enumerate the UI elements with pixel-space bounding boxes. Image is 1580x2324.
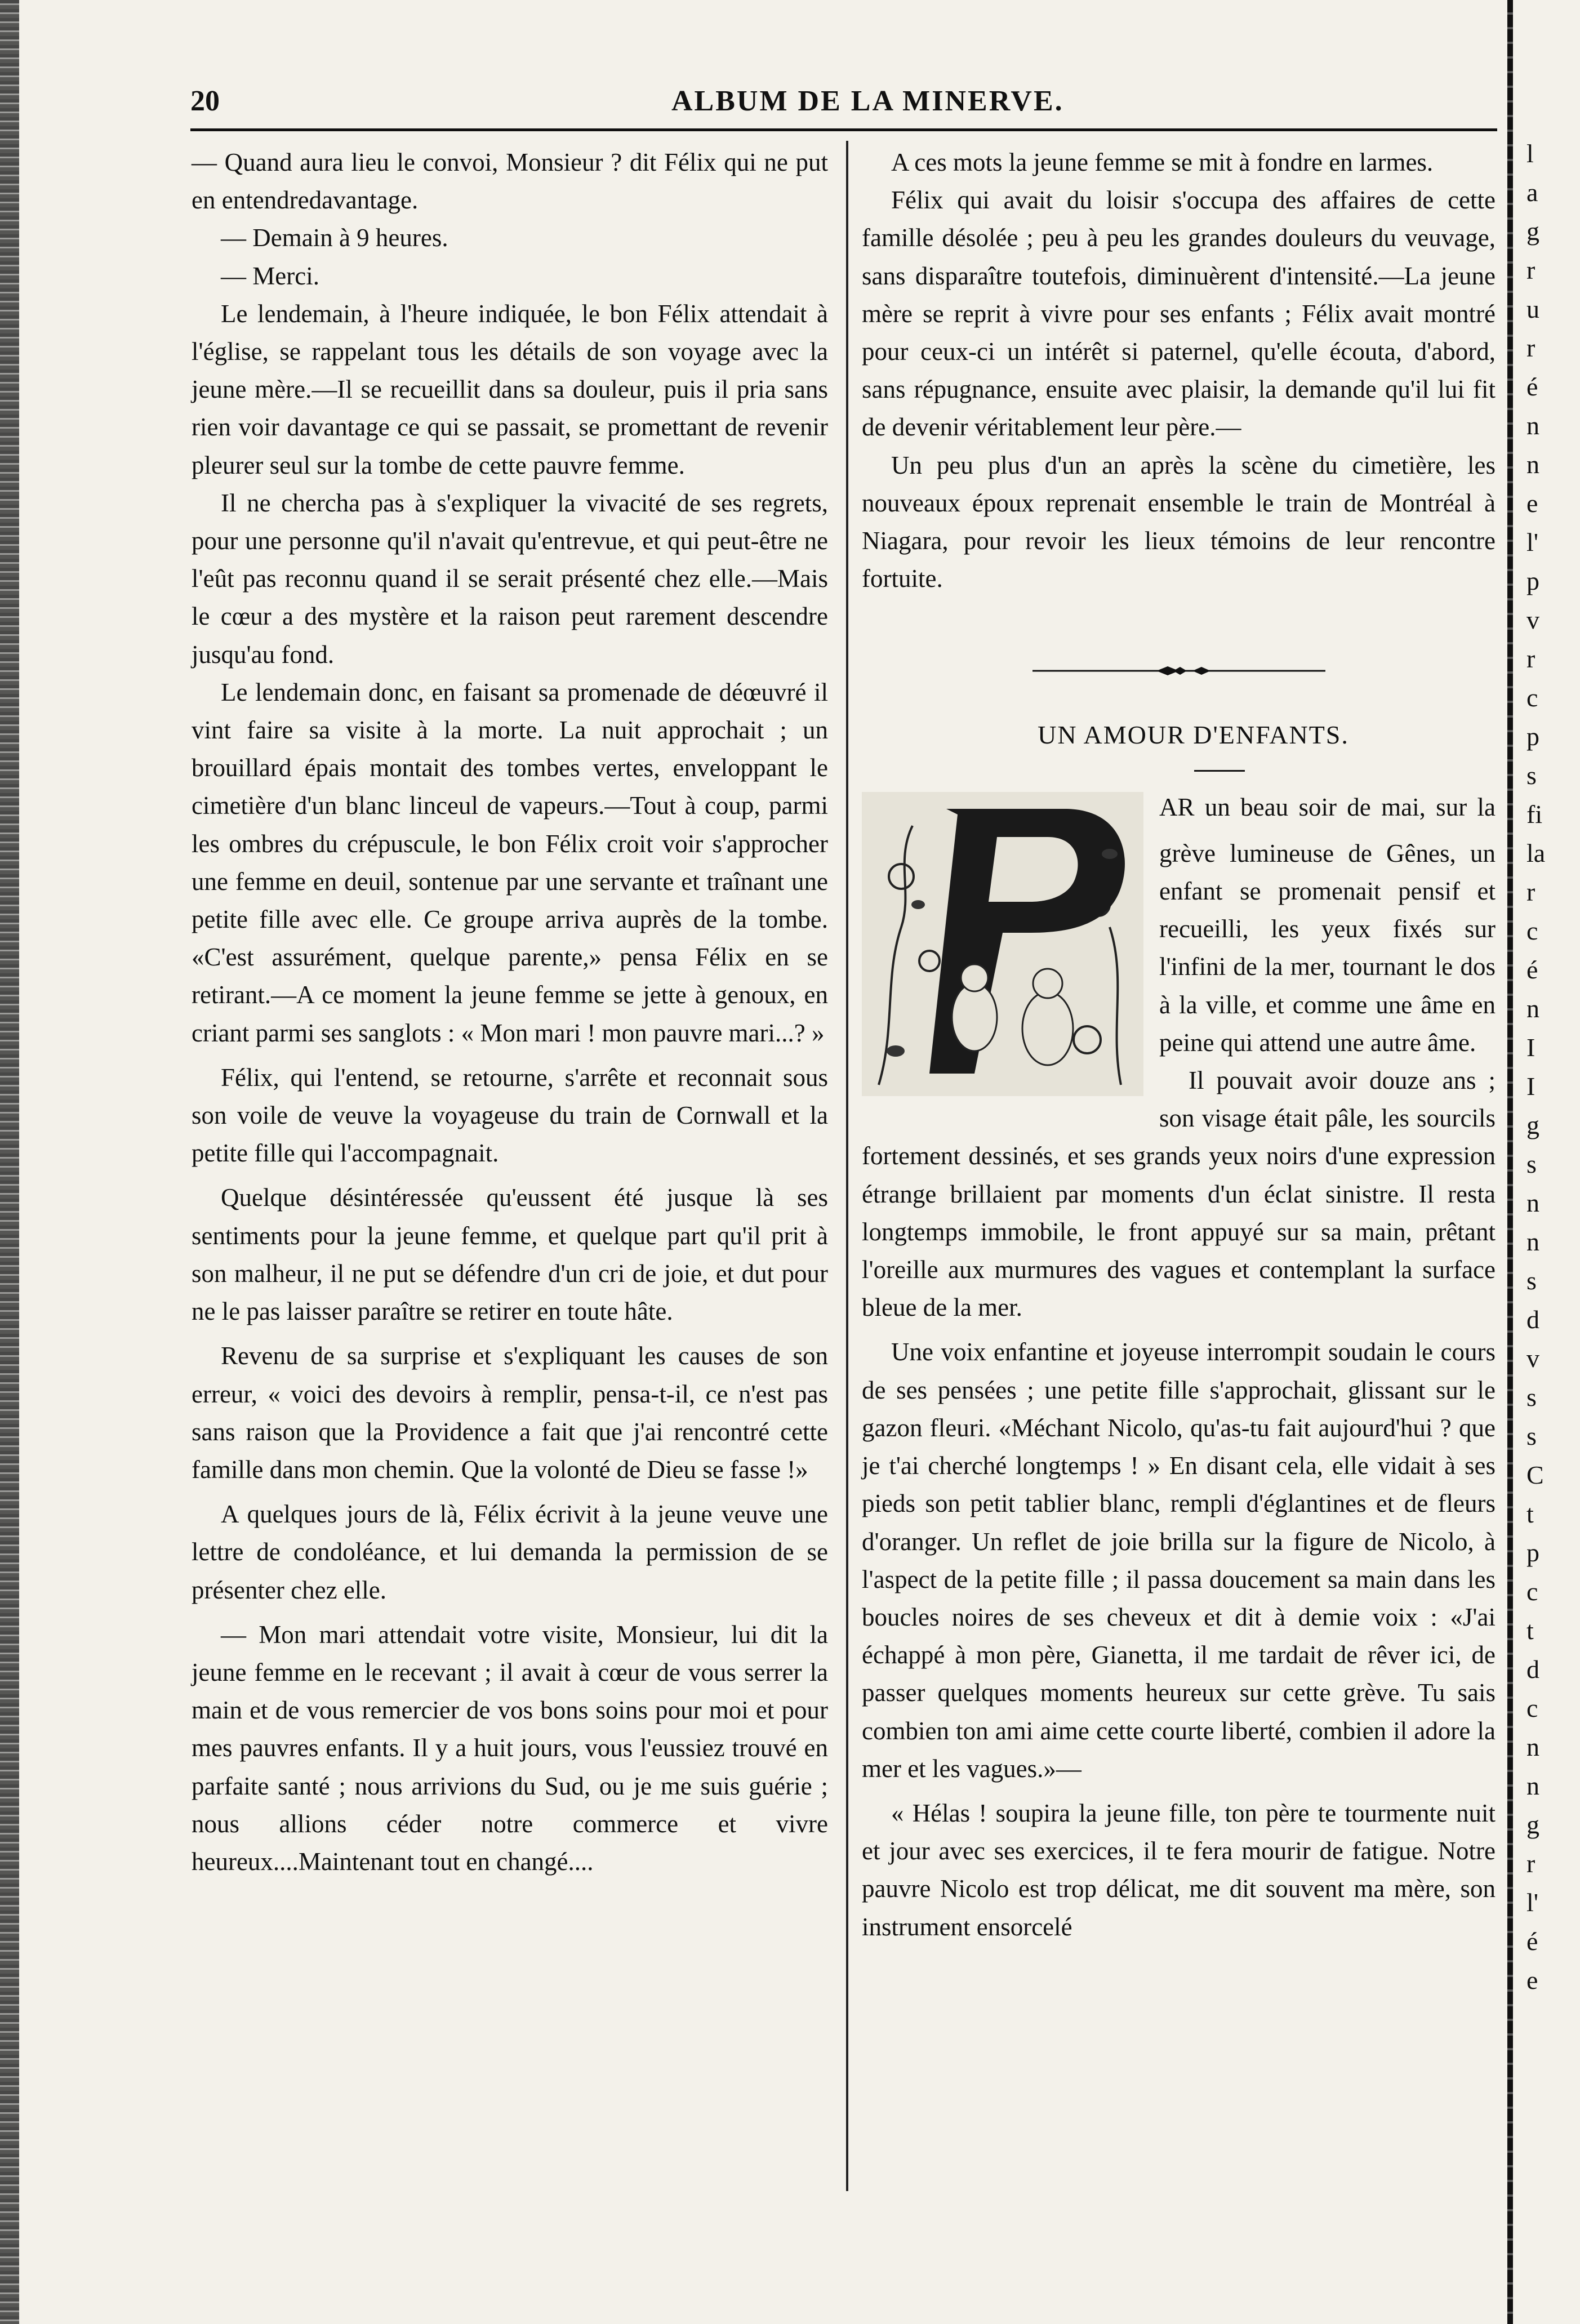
fragment-letter: c <box>1526 1694 1538 1722</box>
fragment-letter: s <box>1526 1150 1537 1178</box>
running-head: ALBUM DE LA MINERVE. <box>671 85 1064 117</box>
paragraph: — Quand aura lieu le convoi, Monsieur ? dit Félix qui ne put en entendredavantage. <box>192 148 828 215</box>
header-rule <box>190 128 1497 131</box>
paragraph: — Mon mari attendait votre visite, Monsieur, lui dit la jeune femme en le recevant ; il avait à cœur de vous serrer la main et de vous remercier de vos bons soins pour moi et pour mes pauvres enfants. Il y a huit jours, vous l'eussiez trouvé en parfaite santé ; nous arrivions du Sud, ou je me suis guérie ; nous allions céder notre commerce et vivre heureux....Maintenant tout en changé.... <box>192 1620 828 1876</box>
fragment-letter: é <box>1526 1927 1538 1956</box>
fragment-letter: s <box>1526 1383 1537 1412</box>
illustrated-dropcap-p-icon <box>862 792 1143 1096</box>
fragment-letter: n <box>1526 1188 1539 1217</box>
fragment-letter: s <box>1526 1422 1537 1450</box>
paragraph: Un peu plus d'un an après la scène du cimetière, les nouveaux époux reprenait ensemble le train de Montréal à Niagara, pour revoir les lieux témoins de leur rencontre fortuite. <box>862 451 1496 593</box>
fragment-letter: e <box>1526 1966 1538 1994</box>
fragment-letter: v <box>1526 606 1539 634</box>
page-number: 20 <box>190 85 220 117</box>
fragment-letter: n <box>1526 1771 1539 1800</box>
paragraph: Il ne chercha pas à s'expliquer la vivacité de ses regrets, pour une personne qu'il n'avait qu'entrevue, et qui peut-être ne l'eût pas reconnu quand il se serait présenté chez elle.—Mais le cœur a des mystère et la raison peut rarement descendre jusqu'au fond. <box>192 488 828 669</box>
opening-paragraph <box>862 789 1496 1946</box>
paragraph: Revenu de sa surprise et s'expliquant les causes de son erreur, « voici des devoirs à remplir, pensa-t-il, ce n'est pas sans raison que la Providence a fait que j'ai rencontré cette famille dans mon chemin. Que la volonté de Dieu se fasse !» <box>192 1342 828 1484</box>
fragment-letter: d <box>1526 1655 1539 1684</box>
fragment-letter: la <box>1526 839 1546 867</box>
fragment-letter: g <box>1526 1810 1539 1839</box>
fragment-letter: n <box>1526 1227 1539 1256</box>
fragment-letter: C <box>1526 1461 1544 1489</box>
fragment-letter: g <box>1526 1111 1539 1139</box>
fragment-letter: p <box>1526 567 1539 595</box>
fragment-letter: fi <box>1526 800 1543 829</box>
paragraph: Félix, qui l'entend, se retourne, s'arrête et reconnait sous son voile de veuve la voyageuse du train de Cornwall et la petite fille qui l'accompagnait. <box>192 1063 828 1168</box>
fragment-letter: r <box>1526 256 1536 284</box>
first-paragraph-text: AR un beau soir de mai, sur la grève lumineuse de Gênes, un enfant se promenait pensif et recueilli, les yeux fixés sur l'infini de la mer, tournant le dos à la ville, et comme une âme en peine qui attend une autre âme. <box>1159 793 1496 1057</box>
fragment-letter: n <box>1526 1733 1539 1761</box>
right-column <box>862 144 1496 1946</box>
fragment-letter: t <box>1526 1616 1534 1645</box>
fragment-letter: t <box>1526 1499 1534 1528</box>
fragment-letter: r <box>1526 644 1536 673</box>
paragraph: A ces mots la jeune femme se mit à fondre en larmes. <box>891 148 1434 176</box>
fragment-letter: l' <box>1526 1888 1539 1917</box>
fragment-letter: g <box>1526 217 1539 246</box>
fragment-letter: l' <box>1526 528 1539 556</box>
page-gutter-rule <box>1507 0 1513 2324</box>
fragment-letter: e <box>1526 489 1538 518</box>
fragment-letter: p <box>1526 1538 1539 1567</box>
paragraph: Une voix enfantine et joyeuse interrompit soudain le cours de ses pensées ; une petite fille s'approchait, glissant sur le gazon fleuri. «Méchant Nicolo, qu'as-tu fait aujourd'hui ? que je t'ai cherché longtemps ! » En disant cela, elle vidait à ses pieds son petit tablier blanc, rempli d'églantines et de fleurs d'oranger. Un reflet de joie brilla sur la figure de Nicolo, à l'aspect de la petite fille ; il passa doucement sa main dans les boucles noires de ses cheveux et dit à demie voix : «J'ai échappé à mon père, Gianetta, il me tardait de rêver ici, de passer quelques moments heureux sur cette grève. Tu sais combien ton ami aime cette courte liberté, combien il adore la mer et les vagues.»— <box>862 1338 1496 1783</box>
fragment-letter: é <box>1526 955 1538 984</box>
diamond-rule-ornament-icon <box>1032 660 1325 682</box>
fragment-letter: s <box>1526 1266 1537 1295</box>
fragment-letter: é <box>1526 372 1538 401</box>
fragment-letter: r <box>1526 1849 1536 1878</box>
fragment-letter: u <box>1526 295 1539 323</box>
fragment-letter: n <box>1526 411 1539 440</box>
paragraph: « Hélas ! soupira la jeune fille, ton père te tourmente nuit et jour avec ses exercices, il te fera mourir de fatigue. Notre pauvre Nicolo est trop délicat, me dit souvent ma mère, son instrument ensorcelé <box>862 1798 1496 1941</box>
fragment-letter: n <box>1526 450 1539 479</box>
fragment-letter: c <box>1526 683 1538 712</box>
adjacent-page-fragment <box>1522 0 1580 2324</box>
fragment-letter: r <box>1526 333 1536 362</box>
column-rule <box>846 141 848 2191</box>
paragraph: — Merci. <box>221 261 319 290</box>
fragment-letter: I <box>1526 1033 1536 1062</box>
fragment-letter: l <box>1526 139 1534 168</box>
paragraph: Le lendemain, à l'heure indiquée, le bon Félix attendait à l'église, se rappelant tous les détails de son voyage avec la jeune mère.—Il se recueillit dans sa douleur, puis il pria sans rien voir davantage ce qui se passait, se promettant de revenir pleurer seul sur la tombe de cette pauvre femme. <box>192 299 828 479</box>
fragment-letter: a <box>1526 178 1538 207</box>
scan-binding-edge <box>0 0 19 2324</box>
paragraph: Quelque désintéressée qu'eussent été jusque là ses sentiments pour la jeune femme, et quelque part qu'il prit à son malheur, il ne put se défendre d'un cri de joie, et dut pour ne le pas laisser paraître se retirer en toute hâte. <box>192 1183 828 1326</box>
fragment-letter: v <box>1526 1344 1539 1373</box>
fragment-letter: c <box>1526 1577 1538 1606</box>
fragment-letter: I <box>1526 1072 1536 1101</box>
left-column <box>192 144 828 1881</box>
fragment-letter: p <box>1526 722 1539 751</box>
paragraph: Félix qui avait du loisir s'occupa des affaires de cette famille désolée ; peu à peu les grandes douleurs du veuvage, sans disparaître toutefois, diminuèrent d'intensité.—La jeune mère se reprit à vivre pour ses enfants ; Félix avait montré pour ceux-ci un intérêt si paternel, qu'elle écouta, d'abord, sans répugnance, ensuite avec plaisir, la demande qu'il lui fit de devenir véritablement leur père.— <box>862 186 1496 442</box>
paragraph: Il pouvait avoir douze ans ; son visage était pâle, les sourcils fortement dessinés, et ses grands yeux noirs d'une expression étrange brillaient par moments d'un éclat sinistre. Il resta longtemps immobile, le front appuyé sur sa main, prêtant l'oreille aux murmures des vagues et contemplant la surface bleue de la mer. <box>862 1066 1496 1322</box>
paragraph: A quelques jours de là, Félix écrivit à la jeune veuve une lettre de condoléance, et lui demanda la permission de se présenter chez elle. <box>192 1500 828 1604</box>
fragment-letter: r <box>1526 878 1536 906</box>
paragraph: — Demain à 9 heures. <box>221 224 448 252</box>
fragment-letter: d <box>1526 1305 1539 1334</box>
fragment-letter: s <box>1526 761 1537 790</box>
title-rule <box>1194 770 1245 772</box>
fragment-letter: n <box>1526 994 1539 1023</box>
paragraph: Le lendemain donc, en faisant sa promenade de déœuvré il vint faire sa visite à la morte. La nuit approchait ; un brouillard épais montait des tombes vertes, enveloppant le cimetière d'un blanc linceul de vapeurs.—Tout à coup, parmi les ombres du crépuscule, le bon Félix croit voir s'approcher une femme en deuil, sontenue par une servante et traînant une petite fille avec elle. Ce groupe arriva auprès de la tombe. «C'est assurément, quelque parente,» pensa Félix en se retirant.—A ce moment la jeune femme se jette à genoux, en criant parmi ses sanglots : « Mon mari ! mon pauvre mari...? » <box>192 678 828 1047</box>
fragment-letter: c <box>1526 916 1538 945</box>
section-title: UN AMOUR D'ENFANTS. <box>1038 720 1349 750</box>
